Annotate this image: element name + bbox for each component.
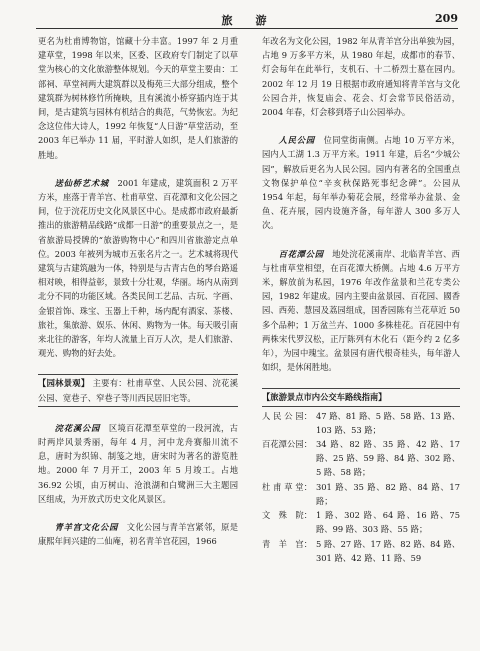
baihuatan-heading: 百花潭公园 [278,248,324,259]
culture-park-heading: 青羊宫文化公园 [54,522,119,533]
bus-route-label: 青 羊 宫： [262,538,312,549]
bus-route-value: 301 路、35 路、82 路、84 路、17 路； [316,481,460,506]
bus-route-label: 杜 甫 草 堂： [262,481,312,492]
bus-route-label: 文 殊 院： [262,510,312,521]
running-title: 旅 游 [221,14,273,27]
bus-guide-title: 【旅游景点市内公交车路线指南】 [262,388,460,406]
bus-route-row [262,508,460,536]
gardens-box [38,374,238,406]
peoples-park-paragraph [262,133,460,232]
culture-park-paragraph [38,520,238,548]
peoples-park-heading: 人民公园 [278,135,315,146]
bus-route-row [262,537,460,565]
peoples-park-body: 位同堂街南侧。占地 10 万平方米，园内人工湖 1.3 万平方米。1911 年建，后名“少城公园”，解放后更名为人民公园。园内有著名的全国重点文物保护单位“辛亥秋保路死事纪念碑”。公园从 1954 年起，每年举办菊花会展，经常举办盆景、金鱼、花卉展，园内设施齐备，每年游人 300 多万人次。 [262,135,460,231]
bus-route-list [262,409,460,565]
art-city-paragraph [38,176,238,361]
left-intro-paragraph: 更名为杜甫博物馆，馆藏十分丰富。1997 年 2 月重建草堂，1998 年以来，区委、区政府专门制定了以草堂为核心的文化旅游整体规划。今天的草堂主要由：工部祠、草堂祠两大建筑群以及梅苑三大部分组成，整个建筑群为树林修竹所掩映，且有溪流小桥穿插内连于其间，是古建筑与园林有机结合的典范，气势恢宏。为纪念这位伟大诗人，1992 年恢复“人日游”草堂活动，至 2003 年已举办 11 届，平时游人如织，是人们旅游的胜地。 [38,36,238,160]
baihuatan-body: 地处浣花溪南岸、北临青羊宫、西与杜甫草堂相望，在百花潭大桥侧。占地 4.6 万平方米，解放前为私园，1976 年改作盆景和兰花专类公园，1982 年建成。园内主要由盆景园、百花园、國香园、西苑、慧园及荔园组成，国香园陈有兰花草近 50 多个品种；1 万盆兰卉、1000 多株桂花。百花园中有两株宋代罗汉松，正厅陈列有木化石（距今约 2 亿多年），为园中瑰宝。盆景园有唐代根奇桂头，每年游人如织，是休闲胜地。 [262,248,460,373]
huanhua-body: 区境百花潭至草堂的一段河流，古时两岸风景秀丽，每年 4 月，河中龙舟赛船川流不息，唐时为织锦、制笺之地，唐宋时为著名的游览胜地。2000 年 7 月开工，2003 年 5 月竣工。占地 36.92 公顷，由万树山、沧浪湖和白鹭洲三大主题园区组成，为开放式历史文化风景区。 [38,422,238,504]
baihuatan-paragraph [262,247,460,375]
art-city-body: 2001 年建成，建筑面积 2 万平方米，座落于青羊宫、杜甫草堂、百花潭和文化公园之间，位于浣花历史文化风景区中心。是成都市政府最新推出的旅游精品线路“成都一日游”的重要景点之一，是省旅游局授牌的“旅游购物中心”和四川省旅游定点单位。2003 年被列为城市五张名片之一。艺术城将现代建筑与古建筑融为一体，特别是与古青古色的琴台路遥相对映，相得益彰，景致十分壮观，华丽。场内从南到北分不同的功能区域。各类民间工艺品、古玩、字画、金银首饰、珠宝、玉器上千种，场内配有酒家、茶楼、旅社，集旅游、娱乐、休闲、购物为一体。每天吸引南来北往的游客，年均人流量上百万人次，是人们旅游、观光、购物的好去处。 [38,177,238,359]
bus-route-row [262,409,460,437]
right-column [262,34,460,565]
culture-park-body: 文化公园与青羊宫紧邻，原是康熙年间兴建的二仙庵，初名青羊宫花园，1966 [38,522,238,547]
bus-route-value: 34 路、82 路、35 路、42 路、17 路、25 路、59 路、84 路、302 路、5 路、58 路； [316,439,460,478]
bus-route-label: 百花潭公园： [262,439,312,450]
right-intro-paragraph: 年改名为文化公园，1982 年从青羊宫分出单独为园，占地 9 万多平方米，从 1980 年起，成都市的春节、灯会每年在此举行，支机石、十二桥烈士墓在园内。2002 年 12 月 19 日根据市政府通知将青羊宫与文化公园合并，恢复庙会、花会、灯会常节民俗活动，2004 年春，灯会移到塔子山公园举办。 [262,36,460,118]
gardens-title: 【园林景观】 [38,378,90,389]
huanhua-paragraph [38,421,238,506]
bus-route-row [262,480,460,508]
page-header [36,12,458,29]
gardens-body: 主要有：杜甫草堂、人民公园、浣花溪公园、宽巷子、窄巷子等川西民居旧宅等。 [38,378,238,403]
huanhua-heading: 浣花溪公园 [54,422,101,433]
bus-route-value: 5 路、27 路、17 路、82 路、84 路、301 路、42 路、11 路、59 [316,538,460,563]
art-city-heading: 送仙桥艺术城 [54,177,109,188]
bus-route-row [262,437,460,480]
page-number: 209 [435,12,458,25]
bus-route-label: 人 民 公 园： [262,410,312,421]
bus-route-value: 47 路、81 路、5 路、58 路、13 路、103 路、53 路； [316,410,460,435]
left-column [38,34,238,549]
bus-route-value: 1 路、302 路、64 路、16 路、75 路、99 路、303 路、55 路； [316,510,460,535]
